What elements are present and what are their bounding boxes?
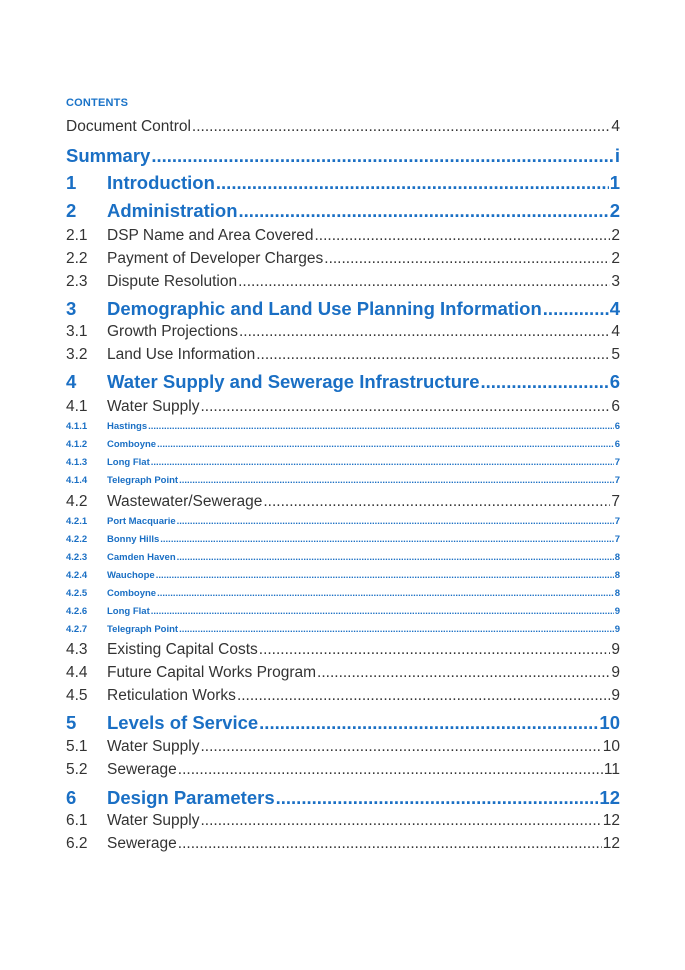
toc-entry-title: Sewerage [107,761,177,778]
toc-entry-page-number: 4 [611,118,620,135]
toc-entry-page-number: 8 [614,588,620,599]
toc-entry-number: 3.1 [66,323,88,340]
toc-dot-leader [481,371,609,393]
toc-entry[interactable] [66,457,620,468]
toc-entry-number: 4.2.4 [66,570,88,581]
toc-dot-leader [238,273,610,291]
toc-entry-title: DSP Name and Area Covered [107,227,314,244]
toc-entry-page-number: 1 [609,172,620,193]
toc-entry-page-number: 4 [609,298,620,319]
toc-entry-number: 4.2.6 [66,606,88,617]
toc-entry[interactable] [66,227,620,245]
toc-entry-title: Water Supply and Sewerage Infrastructure [107,371,480,392]
toc-entry-number: 4.2.2 [66,534,88,545]
toc-entry[interactable] [66,570,620,581]
toc-entry-number: 4.3 [66,641,88,658]
toc-entry-number: 3 [66,298,77,319]
toc-dot-leader [276,787,599,809]
toc-dot-leader [148,421,614,432]
toc-entry-page-number: i [614,145,620,166]
toc-entry-number: 2 [66,200,77,221]
toc-dot-leader [179,475,614,486]
toc-entry-number: 6.1 [66,812,88,829]
toc-dot-leader [317,664,610,682]
toc-entry-title: Water Supply [107,738,200,755]
toc-entry-title: Future Capital Works Program [107,664,317,681]
toc-dot-leader [200,812,601,830]
toc-entry[interactable] [66,712,620,734]
toc-dot-leader [151,606,614,617]
toc-entry-title: Document Control [66,118,191,135]
toc-entry-title: Wastewater/Sewerage [107,493,263,510]
toc-entry[interactable] [66,398,620,416]
toc-entry[interactable] [66,475,620,486]
toc-entry-page-number: 4 [611,323,620,340]
toc-dot-leader [151,145,614,167]
toc-dot-leader [200,398,610,416]
toc-entry[interactable] [66,298,620,320]
toc-entry-page-number: 7 [614,534,620,545]
toc-entry-title: Land Use Information [107,346,256,363]
toc-dot-leader [259,641,611,659]
toc-entry-title: Payment of Developer Charges [107,250,324,267]
toc-dot-leader [157,588,614,599]
toc-entry-page-number: 10 [599,712,620,733]
toc-entry-title: Telegraph Point [107,475,179,486]
toc-dot-leader [178,835,602,853]
toc-entry-page-number: 9 [611,687,620,704]
toc-entry[interactable] [66,145,620,167]
toc-entry[interactable] [66,687,620,705]
toc-entry[interactable] [66,346,620,364]
toc-entry[interactable] [66,200,620,222]
toc-entry-number: 4.4 [66,664,88,681]
toc-entry-title: Long Flat [107,606,150,617]
toc-entry-number: 2.2 [66,250,88,267]
toc-dot-leader [178,761,603,779]
toc-entry-number: 5 [66,712,77,733]
toc-dot-leader [177,516,614,527]
toc-entry-title: Comboyne [107,439,157,450]
toc-dot-leader [543,298,609,320]
toc-dot-leader [315,227,611,245]
toc-dot-leader [200,738,601,756]
toc-dot-leader [192,118,610,136]
toc-entry-page-number: 12 [602,835,620,852]
toc-entry-number: 4.2.1 [66,516,88,527]
toc-entry[interactable] [66,493,620,511]
toc-dot-leader [239,200,609,222]
toc-entry-page-number: 9 [611,641,620,658]
toc-dot-leader [239,323,610,341]
toc-entry[interactable] [66,250,620,268]
toc-entry-page-number: 2 [609,200,620,221]
toc-entry-title: Camden Haven [107,552,176,563]
toc-dot-leader [160,534,613,545]
toc-entry-number: 4.1.4 [66,475,88,486]
toc-entry-number: 4 [66,371,77,392]
toc-entry[interactable] [66,835,620,853]
toc-entry-page-number: 6 [609,371,620,392]
toc-entry[interactable] [66,421,620,432]
toc-entry-page-number: 6 [614,421,620,432]
toc-entry-number: 4.2.5 [66,588,88,599]
toc-entry-page-number: 7 [614,457,620,468]
toc-entry-number: 5.2 [66,761,88,778]
toc-entry-title: Growth Projections [107,323,238,340]
toc-entry-number: 4.1.3 [66,457,88,468]
toc-entry[interactable] [66,516,620,527]
toc-entry[interactable] [66,439,620,450]
toc-entry-number: 6.2 [66,835,88,852]
toc-entry[interactable] [66,787,620,809]
toc-dot-leader [259,712,598,734]
toc-entry-title: Long Flat [107,457,150,468]
toc-entry-page-number: 9 [614,624,620,635]
toc-entry-title: Water Supply [107,398,200,415]
toc-entry-page-number: 7 [614,475,620,486]
toc-entry[interactable] [66,812,620,830]
toc-entry-page-number: 12 [602,812,620,829]
toc-entry[interactable] [66,273,620,291]
toc-entry[interactable] [66,323,620,341]
toc-entry[interactable] [66,664,620,682]
toc-entry-title: Sewerage [107,835,177,852]
toc-dot-leader [263,493,610,511]
toc-entry-title: Bonny Hills [107,534,160,545]
toc-entry-title: Summary [66,145,151,166]
toc-entry-page-number: 8 [614,552,620,563]
toc-dot-leader [324,250,610,268]
toc-dot-leader [151,457,614,468]
toc-entry-number: 4.5 [66,687,88,704]
toc-entry-number: 4.2 [66,493,88,510]
toc-dot-leader [156,570,614,581]
toc-entry-page-number: 6 [611,398,620,415]
toc-entry[interactable] [66,761,620,779]
toc-dot-leader [216,172,609,194]
toc-entry[interactable] [66,552,620,563]
toc-entry-title: Telegraph Point [107,624,179,635]
contents-heading: CONTENTS [66,97,129,109]
toc-entry-title: Existing Capital Costs [107,641,258,658]
toc-entry-page-number: 6 [614,439,620,450]
toc-entry-page-number: 10 [602,738,620,755]
toc-entry-page-number: 8 [614,570,620,581]
toc-entry[interactable] [66,624,620,635]
toc-entry-title: Port Macquarie [107,516,176,527]
toc-entry-title: Levels of Service [107,712,259,733]
toc-entry-title: Introduction [107,172,215,193]
toc-entry-number: 4.2.7 [66,624,88,635]
toc-entry-page-number: 7 [614,516,620,527]
toc-dot-leader [177,552,614,563]
toc-entry-page-number: 3 [611,273,620,290]
toc-entry[interactable] [66,371,620,393]
toc-entry-title: Water Supply [107,812,200,829]
toc-entry-number: 2.3 [66,273,88,290]
toc-entry-page-number: 7 [611,493,620,510]
toc-entry[interactable] [66,534,620,545]
toc-entry[interactable] [66,588,620,599]
toc-entry-page-number: 2 [611,227,620,244]
toc-entry-number: 3.2 [66,346,88,363]
toc-entry-title: Design Parameters [107,787,275,808]
toc-entry-title: Comboyne [107,588,157,599]
toc-entry-number: 1 [66,172,77,193]
toc-entry-number: 6 [66,787,77,808]
toc-entry-page-number: 9 [611,664,620,681]
toc-entry-page-number: 5 [611,346,620,363]
toc-entry-title: Dispute Resolution [107,273,238,290]
toc-entry-title: Reticulation Works [107,687,236,704]
toc-entry[interactable] [66,738,620,756]
toc-entry[interactable] [66,172,620,194]
toc-entry[interactable] [66,641,620,659]
toc-entry-page-number: 11 [603,761,620,778]
toc-entry-page-number: 2 [611,250,620,267]
toc-entry-title: Administration [107,200,238,221]
toc-entry-number: 5.1 [66,738,88,755]
toc-entry-number: 2.1 [66,227,88,244]
toc-dot-leader [256,346,610,364]
toc-entry-title: Hastings [107,421,148,432]
toc-entry-number: 4.1 [66,398,88,415]
toc-dot-leader [179,624,614,635]
toc-entry[interactable] [66,118,620,136]
toc-entry-page-number: 9 [614,606,620,617]
toc-entry[interactable] [66,606,620,617]
toc-entry-page-number: 12 [599,787,620,808]
toc-entry-number: 4.2.3 [66,552,88,563]
toc-dot-leader [237,687,610,705]
toc-entry-title: Wauchope [107,570,155,581]
toc-dot-leader [157,439,614,450]
toc-entry-number: 4.1.2 [66,439,88,450]
toc-entry-title: Demographic and Land Use Planning Information [107,298,542,319]
toc-entry-number: 4.1.1 [66,421,88,432]
